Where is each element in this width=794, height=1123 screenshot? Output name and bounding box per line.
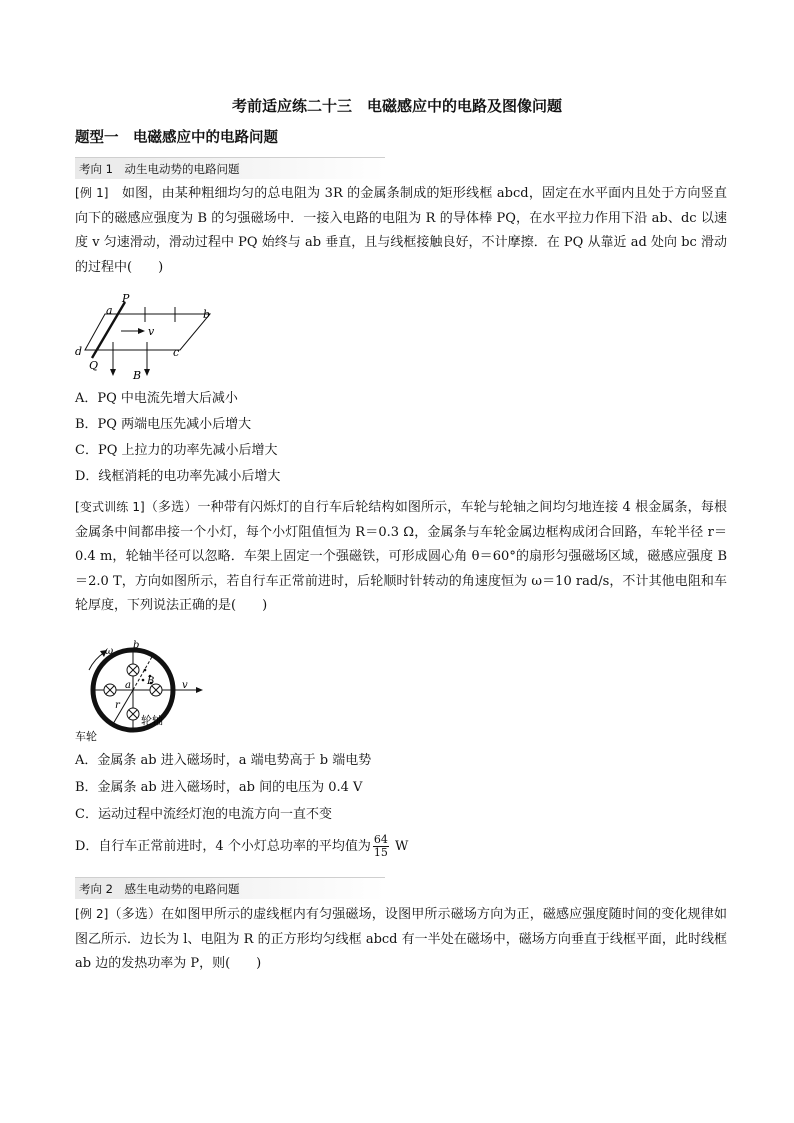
variant-1-option-d — [75, 834, 408, 859]
variant-1-option-c: C．运动过程中流经灯泡的电流方向一直不变 — [75, 807, 332, 822]
example-2-body: （多选）在如图甲所示的虚线框内有匀强磁场，设图甲所示磁场方向为正，磁感应强度随时间的变化规律如图乙所示．边长为 l、电阻为 R 的正方形均匀线框 abcd 有一半处在磁场中，磁场方向垂直于线框平面，此时线框 ab 边的发热功率为 P，则( ) — [75, 907, 727, 971]
example-1-option-b: B．PQ 两端电压先减小后增大 — [75, 417, 252, 432]
example-1-option-d: D．线框消耗的电功率先减小后增大 — [75, 469, 281, 484]
fig1-label-P: P — [122, 292, 130, 305]
fig2-label-wheel: 车轮 — [75, 730, 97, 743]
example-1-option-c: C．PQ 上拉力的功率先减小后增大 — [75, 443, 278, 458]
fig2-label-v: v — [182, 680, 188, 691]
variant-1-option-b: B．金属条 ab 进入磁场时，ab 间的电压为 0.4 V — [75, 780, 363, 795]
fig2-label-B: B — [147, 676, 155, 687]
fraction-denominator: 15 — [373, 846, 388, 859]
variant-1-option-d-text: D．自行车正常前进时，4 个小灯总功率的平均值为 — [75, 839, 371, 854]
topic-banner-1: 考向 1 动生电动势的电路问题 — [75, 157, 385, 179]
example-1-tag: [例 1] — [75, 186, 109, 200]
variant-1-body: （多选）一种带有闪烁灯的自行车后轮结构如图所示，车轮与轮轴之间均匀地连接 4 根金属条，每根金属条中间都串接一个小灯，每个小灯阻值恒为 R＝0.3 Ω，金属条与车轮金属边框构成闭合回路，车轮半径 r＝0.4 m，轮轴半径可以忽略．车架上固定一个强磁铁，可形成圆心角 θ＝60°的扇形匀强磁场区域，磁感应强度 B＝2.0 T，方向如图所示，若自行车正常前进时，后轮顺时针转动的角速度恒为 ω＝10 rad/s，不计其他电阻和车轮厚度，下列说法正确的是( ) — [75, 500, 727, 613]
fraction — [373, 834, 389, 859]
example-1-option-a: A．PQ 中电流先增大后减小 — [75, 391, 238, 406]
page-title: 考前适应练二十三 电磁感应中的电路及图像问题 — [231, 97, 562, 115]
example-1-body: 如图，由某种粗细均匀的总电阻为 3R 的金属条制成的矩形线框 abcd，固定在水平面内且处于方向竖直向下的磁感应强度为 B 的匀强磁场中．一接入电路的电阻为 R 的导体棒 PQ，在水平拉力作用下沿 ab、dc 以速度 v 匀速滑动，滑动过程中 PQ 始终与 ab 垂直，且与线框接触良好，不计摩擦．在 PQ 从靠近 ad 处向 bc 滑动的过程中( ) — [75, 186, 727, 275]
fig2-label-a: a — [125, 680, 131, 691]
variant-1-figure — [75, 638, 215, 743]
fig2-label-r: r — [115, 700, 120, 711]
fig1-label-Q: Q — [89, 359, 99, 372]
variant-1-tag: [变式训练 1] — [75, 500, 145, 514]
fig1-label-b: b — [203, 308, 211, 321]
fig1-label-d: d — [75, 345, 83, 358]
fig1-label-B: B — [133, 369, 142, 382]
topic-banner-2: 考向 2 感生电动势的电路问题 — [75, 877, 385, 899]
variant-1-option-a: A．金属条 ab 进入磁场时，a 端电势高于 b 端电势 — [75, 753, 372, 768]
fig2-label-b: b — [133, 640, 140, 651]
fig1-label-v: v — [148, 325, 155, 338]
fraction-numerator: 64 — [373, 833, 388, 846]
example-2-tag: [例 2] — [75, 907, 109, 921]
variant-1-text — [75, 495, 727, 619]
fig1-label-a: a — [106, 304, 113, 317]
variant-1-option-d-unit: W — [390, 839, 409, 854]
fig2-label-omega: ω — [105, 646, 114, 657]
fig1-label-c: c — [173, 346, 180, 359]
example-1-figure — [75, 292, 220, 382]
section-heading: 题型一 电磁感应中的电路问题 — [75, 130, 278, 146]
example-2-text — [75, 902, 727, 977]
example-1-text — [75, 181, 727, 280]
fig2-label-axle: 轮轴 — [141, 714, 163, 727]
